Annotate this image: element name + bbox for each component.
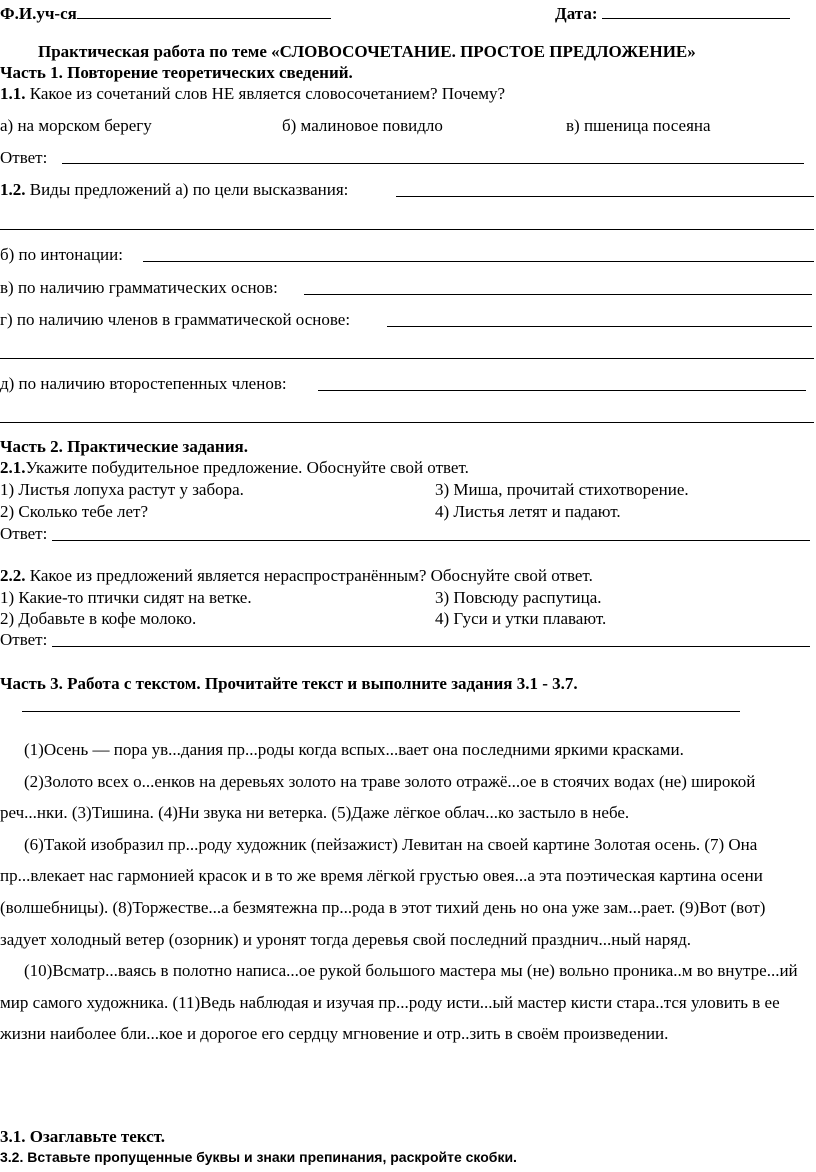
date-label: Дата: bbox=[555, 4, 790, 24]
answer-label-1-1: Ответ: bbox=[0, 148, 48, 167]
answer-line-1-2d[interactable] bbox=[387, 326, 812, 327]
student-name-field[interactable] bbox=[77, 4, 331, 19]
part2-heading: Часть 2. Практические задания. bbox=[0, 437, 248, 456]
paragraph-1: (1)Осень — пора ув...дания пр...роды когда вспых...вает она последними яркими красками. bbox=[24, 740, 684, 759]
question-2-2: 2.2. Какое из предложений является нераспространённым? Обоснуйте свой ответ. bbox=[0, 566, 593, 585]
part1-heading: Часть 1. Повторение теоретических сведений. bbox=[0, 63, 353, 82]
part3-heading: Часть 3. Работа с текстом. Прочитайте текст и выполните задания 3.1 - 3.7. bbox=[0, 674, 578, 693]
question-1-2c: в) по наличию грамматических основ: bbox=[0, 278, 278, 297]
answer-line-2-1[interactable] bbox=[52, 540, 810, 541]
answer-line-1-2d-extra[interactable] bbox=[0, 358, 814, 359]
student-name-label: Ф.И.уч-ся bbox=[0, 4, 331, 24]
answer-line-1-1[interactable] bbox=[62, 163, 804, 164]
question-1-2e: д) по наличию второстепенных членов: bbox=[0, 374, 287, 393]
question-1-2: 1.2. Виды предложений а) по цели высказвания: bbox=[0, 180, 349, 199]
question-1-1: 1.1. Какое из сочетаний слов НЕ является словосочетанием? Почему? bbox=[0, 84, 506, 103]
answer-label-2-1: Ответ: bbox=[0, 524, 48, 543]
answer-line-1-2c[interactable] bbox=[304, 294, 812, 295]
option-2-1-3: 3) Миша, прочитай стихотворение. bbox=[435, 480, 689, 499]
option-2-2-2: 2) Добавьте в кофе молоко. bbox=[0, 609, 197, 628]
text-body bbox=[0, 734, 804, 1050]
paragraph-3: (6)Такой изобразил пр...роду художник (пейзажист) Левитан на своей картине Золотая осень. (7) Она пр...влекает нас гармонией красок и в то же время лёгкой грустью овея...а эта поэтическая картина осени (волшебницы). (8)Торжестве...а безмятежна пр...рода в этот тихий день но она уже зам...рает. (9)Вот (вот) задует холодный ветер (озорник) и уронят тогда деревья свой последний празднич...ный наряд. bbox=[0, 834, 766, 949]
question-2-1: 2.1.Укажите побудительное предложение. Обоснуйте свой ответ. bbox=[0, 458, 469, 477]
task-3-1: 3.1. Озаглавьте текст. bbox=[0, 1127, 166, 1146]
option-2-2-4: 4) Гуси и утки плавают. bbox=[435, 609, 607, 628]
answer-line-1-2e[interactable] bbox=[318, 390, 806, 391]
title-answer-line[interactable] bbox=[22, 711, 740, 712]
option-2-1-2: 2) Сколько тебе лет? bbox=[0, 502, 149, 521]
question-1-2d: г) по наличию членов в грамматической основе: bbox=[0, 310, 351, 329]
option-b: б) малиновое повидло bbox=[282, 116, 443, 135]
answer-line-2-2[interactable] bbox=[52, 646, 810, 647]
answer-label-2-2: Ответ: bbox=[0, 630, 48, 649]
page-title: Практическая работа по теме «СЛОВОСОЧЕТАНИЕ. ПРОСТОЕ ПРЕДЛОЖЕНИЕ» bbox=[38, 42, 696, 61]
option-a: а) на морском берегу bbox=[0, 116, 152, 135]
paragraph-4: (10)Всматр...ваясь в полотно написа...ое рукой большого мастера мы (не) вольно проника..м во внутре...ий мир самого художника. (11)Ведь наблюдая и изучая пр...роду исти...ый мастер кисти стара..тся уловить в ее жизни наиболее бли...кое и дорогое его сердцу мгновение и отр..зить в своём произведении. bbox=[0, 961, 798, 1044]
paragraph-2: (2)Золото всех о...енков на деревьях золото на траве золото отражё...ое в стоячих водах (не) широкой реч...нки. (3)Тишина. (4)Ни звука ни ветерка. (5)Даже лёгкое облач...ко застыло в небе. bbox=[0, 771, 756, 823]
option-2-2-1: 1) Какие-то птички сидят на ветке. bbox=[0, 588, 252, 607]
answer-line-1-2a[interactable] bbox=[396, 196, 814, 197]
answer-line-1-2a-extra[interactable] bbox=[0, 229, 814, 230]
answer-line-1-2b[interactable] bbox=[143, 261, 814, 262]
option-2-1-1: 1) Листья лопуха растут у забора. bbox=[0, 480, 244, 499]
answer-line-1-2e-extra[interactable] bbox=[0, 422, 814, 423]
task-3-2: 3.2. Вставьте пропущенные буквы и знаки препинания, раскройте скобки. bbox=[0, 1149, 517, 1165]
option-2-1-4: 4) Листья летят и падают. bbox=[435, 502, 621, 521]
question-1-2b: б) по интонации: bbox=[0, 245, 123, 264]
option-c: в) пшеница посеяна bbox=[566, 116, 711, 135]
date-field[interactable] bbox=[602, 4, 790, 19]
option-2-2-3: 3) Повсюду распутица. bbox=[435, 588, 602, 607]
